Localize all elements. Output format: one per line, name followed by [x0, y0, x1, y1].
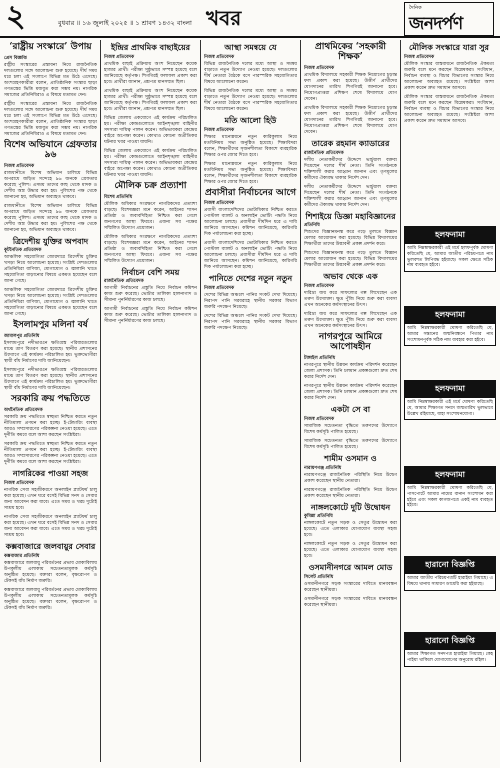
article-body-cont: নাগরিক সেবা সহজীকরণে অনলাইন প্ল্যাটফর্ম চালু করা হয়েছে। এখন ঘরে বসেই বিভিন্ন সনদ ও সেবার জন্য আবেদন করা যাবে। এতে সময় ও খরচ দুটোই সাশ্রয় হবে। [4, 515, 97, 539]
page-header [0, 0, 500, 38]
ad-text: আমার শিক্ষাগত সনদপত্র হারাইয়া গিয়াছে। কেহ পাইয়া থাকিলে যোগাযোগের অনুরোধ রহিল। [407, 652, 493, 663]
article-body-cont: মৌলিক সংস্কার বাস্তবায়নে রাজনৈতিক ঐকমত্য জরুরি বলে মনে করছেন বিশ্লেষকরা। সংবিধান, নির্বাচন ব্যবস্থা ও বিচার বিভাগের সংস্কার নিয়ে আলোচনা অব্যাহত রয়েছে। সংশ্লিষ্টরা আশা প্রকাশ করেন দ্রুত সমাধান আসবে। [404, 94, 494, 124]
article-byline: টাঙ্গাইল প্রতিনিধি [304, 355, 336, 361]
article [104, 182, 197, 265]
masthead-small: দৈনিক [409, 5, 422, 11]
article [304, 43, 397, 136]
article-byline: নিজস্ব প্রতিবেদক [204, 127, 235, 133]
article [304, 503, 397, 561]
article-body-cont: আঞ্চলিক সহযোগিতা জোরদারে ত্রিদেশীয় চুক্তির খসড়া নিয়ে আলোচনা হয়েছে। সংশ্লিষ্ট দেশগুলোর প্রতিনিধিরা বাণিজ্য, যোগাযোগ ও জ্বালানি খাতে সহযোগিতা বাড়ানোর বিষয়ে একমত হয়েছেন বলে জানা গেছে। [4, 288, 97, 318]
masthead-title: জনদর্পণ [409, 14, 463, 34]
article-byline: নিজস্ব প্রতিবেদক [204, 201, 235, 207]
article-body: আঞ্চলিক সহযোগিতা জোরদারে ত্রিদেশীয় চুক্তির খসড়া নিয়ে আলোচনা হয়েছে। সংশ্লিষ্ট দেশগুলোর প্রতিনিধিরা বাণিজ্য, যোগাযোগ ও জ্বালানি খাতে সহযোগিতা বাড়ানোর বিষয়ে একমত হয়েছেন বলে জানা গেছে। [4, 255, 97, 285]
column-2 [104, 40, 197, 764]
article [4, 321, 97, 392]
article-body: দেশের বিভিন্ন অঞ্চলে পানির সংকট দেখা দিয়েছে। নিরাপদ পানি সরবরাহে স্থানীয় সরকার বিভাগ জরুরি পদক্ষেপ নিয়েছে। [204, 293, 297, 311]
article-byline: রাজনৈতিক প্রতিবেদক [104, 279, 144, 285]
article-body-cont: দলীয় নেতাকর্মীদের উদ্দেশে ভার্চুয়াল বক্তব্য দিয়েছেন দলের শীর্ষ নেতা। তিনি সংগঠনকে শক্তিশালী করার আহ্বান জানান এবং তৃণমূলের কর্মীদের ঐক্যবদ্ধ থাকার নির্দেশ দেন। [304, 184, 397, 208]
article-byline: অর্থনৈতিক প্রতিবেদক [4, 408, 43, 414]
article-headline: কক্সবাজারে জলবায়ুর সেবার [5, 541, 96, 552]
article-byline: কক্সবাজার প্রতিনিধি [4, 553, 40, 559]
article-headline: তারেক রহমান ক্যাডারের [311, 137, 390, 148]
article-byline: নারায়ণগঞ্জ প্রতিনিধি [304, 465, 342, 471]
article-headline: সরকারি ক্রয় পদ্ধতিতে [11, 394, 90, 405]
article [104, 268, 197, 326]
section-title: খবর [206, 6, 242, 30]
article-body-cont: ওসমানীনগরে সড়ক সংস্কারের দাবিতে মানববন্ধন করেছেন স্থানীয়রা। [304, 597, 397, 609]
article-body: শিক্ষার মানোন্নয়নে নতুন কারিকুলাম নিয়ে মতবিনিময় সভা অনুষ্ঠিত হয়েছে। শিক্ষাবিদরা বলেন, শিক্ষার্থীদের সৃজনশীলতা বিকাশে ব্যবহারিক শিক্ষার ওপর জোর দিতে হবে। [204, 134, 297, 158]
classified-ad [404, 632, 496, 667]
article-body-cont: কক্সবাজারে জলবায়ু পরিবর্তনের প্রভাব মোকাবিলায় উপকূলীয় এলাকায় সচেতনতামূলক কর্মসূচি অনুষ্ঠিত হয়েছে। বক্তারা বলেন, বৃক্ষরোপণ ও টেকসই বাঁধ নির্মাণ জরুরি। [4, 587, 97, 611]
article [4, 237, 97, 319]
article-body-cont: মৌলিক অধিকার সংরক্ষণে নাগরিকদের প্রত্যাশা বাড়ছে। বিশেষজ্ঞরা মনে করেন, আইনের শাসন প্রতিষ্ঠা ও জবাবদিহিতা নিশ্চিত করা গেলে জনগণের আস্থা ফিরবে। এজন্য সব পক্ষের সম্মিলিত উদ্যোগ প্রয়োজন। [104, 234, 197, 264]
article-body-cont: রাজধানীতে বিশেষ অভিযান চালিয়ে বিভিন্ন অপরাধে জড়িত সন্দেহে ৯৬ জনকে গ্রেফতার করেছে পুলিশ। এসময় তাদের কাছ থেকে মাদক ও দেশীয় অস্ত্র উদ্ধার করা হয়। পুলিশের পক্ষ থেকে জানানো হয়, অভিযান অব্যাহত থাকবে। [4, 203, 97, 233]
article-byline: রাজনৈতিক প্রতিবেদক [304, 150, 344, 156]
article-byline: নিজস্ব প্রতিবেদক [204, 54, 235, 60]
article [304, 272, 397, 330]
article-body: নাগরিক সেবা সহজীকরণে অনলাইন প্ল্যাটফর্ম চালু করা হয়েছে। এখন ঘরে বসেই বিভিন্ন সনদ ও সেবার জন্য আবেদন করা যাবে। এতে সময় ও খরচ দুটোই সাশ্রয় হবে। [4, 488, 97, 512]
article-byline: নিজস্ব প্রতিবেদক [4, 163, 35, 169]
article-body: দলীয় নেতাকর্মীদের উদ্দেশে ভার্চুয়াল বক্তব্য দিয়েছেন দলের শীর্ষ নেতা। তিনি সংগঠনকে শক্তিশালী করার আহ্বান জানান এবং তৃণমূলের কর্মীদের ঐক্যবদ্ধ থাকার নির্দেশ দেন। [304, 157, 397, 181]
article-body: ইসলামপুরে নদীভাঙনে ক্ষতিগ্রস্ত পরিবারগুলোর মাঝে ত্রাণ বিতরণ করা হয়েছে। স্থানীয় প্রশাসনের উদ্যোগে এই কার্যক্রম পরিচালিত হয়। ভুক্তভোগীরা স্থায়ী বাঁধ নির্মাণের দাবি জানিয়েছেন। [4, 341, 97, 365]
article-byline: কুমিল্লা প্রতিনিধি [304, 514, 333, 520]
article-headline: ওসমানীনগরে আমল মোড [308, 562, 393, 573]
ad-heading: হলফনামা [405, 227, 495, 244]
article [4, 43, 97, 138]
article-headline: একটা সে বা [330, 403, 371, 414]
article-body-cont: প্রাথমিক বিদ্যালয়ে সহকারী শিক্ষক নিয়োগের চূড়ান্ত ফল প্রকাশ করা হয়েছে। উত্তীর্ণ প্রার্থীদের যোগদানের তারিখ শিগগিরই জানানো হবে। নিয়োগপ্রাপ্তরা প্রশিক্ষণ শেষে বিদ্যালয়ে যোগ দেবেন। [304, 105, 397, 135]
article-headline: বিশেষ অভিযানে গ্রেফতার ৯৬ [4, 139, 97, 160]
article-body: আগামী নির্বাচনের প্রস্তুতি নিয়ে নির্বাচন কমিশন কাজ শুরু করেছে। ভোটার তালিকা হালনাগাদ ও সীমানা পুনর্নির্ধারণের কাজ চলছে। [104, 286, 197, 304]
article-byline: জামালপুর প্রতিনিধি [4, 334, 40, 340]
article-body: বিভিন্ন জেলায় একযোগে এই কার্যক্রম পরিচালিত হয়। পরীক্ষা কেন্দ্রগুলোতে আইনশৃঙ্খলা বাহিনীর সদস্যরা দায়িত্ব পালন করেন। অভিভাবকরা কেন্দ্রের বাইরে অপেক্ষা করেন। কোথাও কোনো অপ্রীতিকর ঘটনার খবর পাওয়া যায়নি। [104, 115, 197, 145]
article-body: ওসমানীনগরে সড়ক সংস্কারের দাবিতে মানববন্ধন করেছেন স্থানীয়রা। [304, 582, 397, 594]
article [304, 454, 397, 500]
ad-heading: হলফনামা [405, 381, 495, 398]
article [304, 212, 397, 270]
article-byline: নিজস্ব প্রতিবেদক [204, 286, 235, 292]
article-headline: নাঙ্গলকোটে দুটি উদ্বোধন [310, 501, 391, 512]
article-headline: ত্রিদেশীয় যুক্তির অপবাদ [12, 235, 89, 246]
article-byline: নিজস্ব প্রতিবেদক [304, 65, 335, 71]
article-byline: নিজস্ব প্রতিবেদক [104, 54, 135, 60]
column-rule [200, 40, 201, 762]
column-4 [304, 40, 397, 764]
article-headline: মৌলিক সংস্কারে যারা সুর [409, 42, 489, 52]
classified-ad [404, 226, 496, 272]
article-body: নাঙ্গলকোটে নতুন সড়ক ও সেতুর উদ্বোধন করা হয়েছে। এতে এলাকার যোগাযোগ ব্যবস্থা সহজ হবে। [304, 521, 397, 539]
article [304, 563, 397, 609]
article [304, 405, 397, 451]
article-body: প্রাথমিক বাছাই প্রক্রিয়ায় অংশ নিয়েছেন কয়েক হাজার প্রার্থী। পরীক্ষা সুষ্ঠুভাবে সম্পন্ন হয়েছে বলে জানিয়েছে কর্তৃপক্ষ। শিগগিরই ফলাফল প্রকাশ করা হবে। প্রার্থীরা জানান, প্রশ্নপত্র মানসম্মত ছিল। [104, 61, 197, 85]
ad-heading: হারানো বিজ্ঞপ্তি [405, 633, 495, 650]
classified-ad [404, 556, 496, 591]
article-headline: পানিতে দেশের নতুন নতুন [208, 273, 293, 284]
article [4, 141, 97, 234]
article-headline: ইসলামপুর মলিনা বর্ষ [13, 320, 88, 331]
article-headline: ইন্দ্রির প্রাথমিক বাছাইয়ের [110, 42, 191, 52]
article-headline: মৌলিক চক্র প্রত্যাশা [114, 180, 187, 191]
article-body: প্রবাসী বাংলাদেশিদের ভোটাধিকার নিশ্চিত করতে পোস্টাল ব্যালট ও অনলাইন ভোটিং পদ্ধতি নিয়ে আলোচনা চলছে। প্রবাসীরা দীর্ঘদিন ধরে এ দাবি জানিয়ে আসছেন। কমিশন জানিয়েছে, কারিগরি দিক পর্যালোচনা করা হচ্ছে। [204, 208, 297, 238]
page-number: ২ [6, 0, 26, 34]
article-body-cont: ইসলামপুরে নদীভাঙনে ক্ষতিগ্রস্ত পরিবারগুলোর মাঝে ত্রাণ বিতরণ করা হয়েছে। স্থানীয় প্রশাসনের উদ্যোগে এই কার্যক্রম পরিচালিত হয়। ভুক্তভোগীরা স্থায়ী বাঁধ নির্মাণের দাবি জানিয়েছেন। [4, 368, 97, 392]
article-body-cont: সরকারি ক্রয় পদ্ধতিতে স্বচ্ছতা নিশ্চিত করতে নতুন নীতিমালা প্রণয়ন করা হচ্ছে। ই-টেন্ডারিং ব্যবস্থা আরও সম্প্রসারণের পরিকল্পনা নেওয়া হয়েছে। এতে দুর্নীতি কমবে বলে আশা করছেন সংশ্লিষ্টরা। [4, 442, 97, 466]
article-body-cont: দারিদ্র্য জয় করে সাফল্যের গল্প লিখেছেন এক তরুণ উদ্যোক্তা। ক্ষুদ্র পুঁজি নিয়ে শুরু করা ব্যবসা এখন অনেকের কর্মসংস্থানের উৎস। [304, 312, 397, 330]
article [204, 43, 297, 113]
article-headline: শিশাইয়ে ডিজ্ঞা মহাবিজ্ঞানের [305, 210, 396, 221]
ad-text: আমি নিম্নস্বাক্ষরকারী এই মর্মে হলফপূর্বক ঘোষণা করিতেছি যে, আমার জাতীয় পরিচয়পত্রে নাম ভুলবশত লিপিবদ্ধ হইয়াছে। সকল ক্ষেত্রে সঠিক নাম ব্যবহৃত হইবে। [407, 246, 493, 269]
article-body: প্রাথমিক বিদ্যালয়ে সহকারী শিক্ষক নিয়োগের চূড়ান্ত ফল প্রকাশ করা হয়েছে। উত্তীর্ণ প্রার্থীদের যোগদানের তারিখ শিগগিরই জানানো হবে। নিয়োগপ্রাপ্তরা প্রশিক্ষণ শেষে বিদ্যালয়ে যোগ দেবেন। [304, 72, 397, 102]
article-byline: সিলেট প্রতিনিধি [304, 575, 334, 581]
article-headline: মতি আলো হিউ [224, 114, 277, 125]
article-body-cont: আগামী নির্বাচনের প্রস্তুতি নিয়ে নির্বাচন কমিশন কাজ শুরু করেছে। ভোটার তালিকা হালনাগাদ ও সীমানা পুনর্নির্ধারণের কাজ চলছে। [104, 307, 197, 325]
masthead-logo [404, 2, 494, 36]
article-body-cont: রাষ্ট্রীয় সংস্কারের প্রস্তাবনা নিয়ে রাজনৈতিক দলগুলোর সঙ্গে আলোচনা শুরু হয়েছে। দীর্ঘ সময় ধরে চলা এই সংলাপে বিভিন্ন মত উঠে এসেছে। অংশগ্রহণকারীরা বলেন, প্রাতিষ্ঠানিক সংস্কার ছাড়া গণতন্ত্রের ভিত্তি মজবুত করা সম্ভব নয়। নাগরিক সমাজের প্রতিনিধিরাও এ বিষয়ে মতামত দেন। [4, 101, 97, 137]
ad-heading: হারানো বিজ্ঞপ্তি [405, 557, 495, 574]
article [204, 116, 297, 186]
column-rule [100, 40, 101, 762]
article-byline: কূটনৈতিক প্রতিবেদক [4, 248, 42, 254]
article [4, 469, 97, 539]
article-byline: বিশেষ প্রতিনিধি [104, 194, 133, 200]
article-body-cont: শিশুদের বিজ্ঞানমনস্ক করে গড়ে তুলতে বিজ্ঞান মেলার আয়োজন করা হয়েছে। বিভিন্ন বিদ্যালয়ের শিক্ষার্থীরা তাদের উদ্ভাবনী প্রকল্প প্রদর্শন করে। [304, 251, 397, 269]
article-headline: নির্বাচন বেশি সময় [121, 266, 180, 277]
article-byline: নিজস্ব প্রতিবেদক [404, 54, 435, 60]
article [104, 43, 197, 113]
article-body: রাষ্ট্রীয় সংস্কারের প্রস্তাবনা নিয়ে রাজনৈতিক দলগুলোর সঙ্গে আলোচনা শুরু হয়েছে। দীর্ঘ সময় ধরে চলা এই সংলাপে বিভিন্ন মত উঠে এসেছে। অংশগ্রহণকারীরা বলেন, প্রাতিষ্ঠানিক সংস্কার ছাড়া গণতন্ত্রের ভিত্তি মজবুত করা সম্ভব নয়। নাগরিক সমাজের প্রতিনিধিরাও এ বিষয়ে মতামত দেন। [4, 62, 97, 98]
article-body-cont: নাঙ্গলকোটে নতুন সড়ক ও সেতুর উদ্বোধন করা হয়েছে। এতে এলাকার যোগাযোগ ব্যবস্থা সহজ হবে। [304, 542, 397, 560]
article-body: নাগরপুরে স্থানীয় উন্নয়ন কার্যক্রম পরিদর্শন করেছেন জেলা প্রশাসক। তিনি চলমান প্রকল্পগুলো দ্রুত শেষ করার নির্দেশ দেন। [304, 362, 397, 380]
classified-ad [404, 466, 496, 512]
article-byline: প্রেস বিজ্ঞপ্তি [4, 55, 27, 61]
article-byline: নিজস্ব প্রতিবেদক [304, 284, 335, 290]
article [4, 395, 97, 466]
column-rule [300, 40, 301, 762]
article-body-cont: বিভিন্ন জেলায় একযোগে এই কার্যক্রম পরিচালিত হয়। পরীক্ষা কেন্দ্রগুলোতে আইনশৃঙ্খলা বাহিনীর সদস্যরা দায়িত্ব পালন করেন। অভিভাবকরা কেন্দ্রের বাইরে অপেক্ষা করেন। কোথাও কোনো অপ্রীতিকর ঘটনার খবর পাওয়া যায়নি। [104, 148, 197, 178]
article [404, 43, 494, 125]
article [104, 116, 197, 179]
article-byline: নিজস্ব প্রতিবেদক [304, 416, 335, 422]
article-headline: শামীম ওসমান ও [324, 452, 377, 463]
article-headline: প্রাথমিকের ‘সহকারী শিক্ষক’ [315, 42, 386, 62]
article-body: দারিদ্র্য জয় করে সাফল্যের গল্প লিখেছেন এক তরুণ উদ্যোক্তা। ক্ষুদ্র পুঁজি নিয়ে শুরু করা ব্যবসা এখন অনেকের কর্মসংস্থানের উৎস। [304, 291, 397, 309]
article-body: মৌলিক সংস্কার বাস্তবায়নে রাজনৈতিক ঐকমত্য জরুরি বলে মনে করছেন বিশ্লেষকরা। সংবিধান, নির্বাচন ব্যবস্থা ও বিচার বিভাগের সংস্কার নিয়ে আলোচনা অব্যাহত রয়েছে। সংশ্লিষ্টরা আশা প্রকাশ করেন দ্রুত সমাধান আসবে। [404, 61, 494, 91]
column-rule [400, 40, 401, 762]
article-body: মৌলিক অধিকার সংরক্ষণে নাগরিকদের প্রত্যাশা বাড়ছে। বিশেষজ্ঞরা মনে করেন, আইনের শাসন প্রতিষ্ঠা ও জবাবদিহিতা নিশ্চিত করা গেলে জনগণের আস্থা ফিরবে। এজন্য সব পক্ষের সম্মিলিত উদ্যোগ প্রয়োজন। [104, 201, 197, 231]
article-body: শিশুদের বিজ্ঞানমনস্ক করে গড়ে তুলতে বিজ্ঞান মেলার আয়োজন করা হয়েছে। বিভিন্ন বিদ্যালয়ের শিক্ষার্থীরা তাদের উদ্ভাবনী প্রকল্প প্রদর্শন করে। [304, 230, 397, 248]
article-body: নারায়ণগঞ্জে রাজনৈতিক পরিস্থিতি নিয়ে উদ্বেগ প্রকাশ করেছেন স্থানীয় নেতারা। [304, 472, 397, 484]
article-headline: অভাব থেকে এক [323, 271, 378, 282]
article-body-cont: বিভিন্ন রাজনৈতিক দলের মধ্যে আস্থা ও সমন্বয় বাড়াতে নতুন উদ্যোগ নেওয়া হয়েছে। দলগুলোর শীর্ষ নেতারা বৈঠকে বসে পারস্পরিক সহযোগিতার বিষয়ে আলোচনা করেন। [204, 88, 297, 112]
classified-ad [404, 306, 496, 346]
ad-text: আমি নিম্নস্বাক্ষরকারী ঘোষণা করিতেছি যে, পাসপোর্টে আমার নামের বানান সংশোধন করা হইবে এবং সকল কাগজপত্রে একই নাম ব্যবহৃত হইবে। [407, 486, 493, 509]
article-body-cont: প্রবাসী বাংলাদেশিদের ভোটাধিকার নিশ্চিত করতে পোস্টাল ব্যালট ও অনলাইন ভোটিং পদ্ধতি নিয়ে আলোচনা চলছে। প্রবাসীরা দীর্ঘদিন ধরে এ দাবি জানিয়ে আসছেন। কমিশন জানিয়েছে, কারিগরি দিক পর্যালোচনা করা হচ্ছে। [204, 241, 297, 271]
article [4, 542, 97, 612]
article-body-cont: সামাজিক সচেতনতা বৃদ্ধিতে তরুণদের উদ্যোগে বিশেষ কর্মসূচি পালিত হয়েছে। [304, 438, 397, 450]
ad-heading: হলফনামা [405, 467, 495, 484]
ad-heading: হলফনামা [405, 307, 495, 324]
article-headline: ‘রাষ্ট্রীয় সংস্কারে’ উপায় [9, 42, 92, 52]
article-body-cont: দেশের বিভিন্ন অঞ্চলে পানির সংকট দেখা দিয়েছে। নিরাপদ পানি সরবরাহে স্থানীয় সরকার বিভাগ জরুরি পদক্ষেপ নিয়েছে। [204, 314, 297, 332]
ad-text: আমার জাতীয় পরিচয়পত্রটি হারাইয়া গিয়াছে। এ বিষয়ে থানায় সাধারণ ডায়েরি করা হইয়াছে। [407, 576, 493, 587]
column-1 [4, 40, 97, 764]
ad-text: আমি নিম্নস্বাক্ষরকারী ঘোষণা করিতেছি যে, আমার সন্তানের জন্মনিবন্ধনে পিতার নাম সংশোধনপূর্বক সঠিক নাম ব্যবহার করা হইবে। [407, 326, 493, 343]
article-headline: আস্থা সমন্বয়ে যে [224, 42, 277, 52]
article-headline: নাগরিকের পাওয়া সহজ [12, 468, 89, 479]
article-body: বিভিন্ন রাজনৈতিক দলের মধ্যে আস্থা ও সমন্বয় বাড়াতে নতুন উদ্যোগ নেওয়া হয়েছে। দলগুলোর শীর্ষ নেতারা বৈঠকে বসে পারস্পরিক সহযোগিতার বিষয়ে আলোচনা করেন। [204, 61, 297, 85]
column-5 [404, 40, 494, 220]
article-body-cont: নাগরপুরে স্থানীয় উন্নয়ন কার্যক্রম পরিদর্শন করেছেন জেলা প্রশাসক। তিনি চলমান প্রকল্পগুলো দ্রুত শেষ করার নির্দেশ দেন। [304, 383, 397, 401]
article [204, 274, 297, 332]
article-byline: নিজস্ব প্রতিবেদক [4, 481, 35, 487]
article [304, 139, 397, 209]
article-headline: নাগরপুরে আমিরে আপোষহীন [318, 332, 383, 353]
article-body-cont: নারায়ণগঞ্জে রাজনৈতিক পরিস্থিতি নিয়ে উদ্বেগ প্রকাশ করেছেন স্থানীয় নেতারা। [304, 487, 397, 499]
date-line: বুধবার ॥ ১৬ জুলাই ২০২৫ ॥ ১ শ্রাবণ ১৪৩২ বাংলা [58, 19, 192, 27]
article-body: রাজধানীতে বিশেষ অভিযান চালিয়ে বিভিন্ন অপরাধে জড়িত সন্দেহে ৯৬ জনকে গ্রেফতার করেছে পুলিশ। এসময় তাদের কাছ থেকে মাদক ও দেশীয় অস্ত্র উদ্ধার করা হয়। পুলিশের পক্ষ থেকে জানানো হয়, অভিযান অব্যাহত থাকবে। [4, 170, 97, 200]
article-body-cont: প্রাথমিক বাছাই প্রক্রিয়ায় অংশ নিয়েছেন কয়েক হাজার প্রার্থী। পরীক্ষা সুষ্ঠুভাবে সম্পন্ন হয়েছে বলে জানিয়েছে কর্তৃপক্ষ। শিগগিরই ফলাফল প্রকাশ করা হবে। প্রার্থীরা জানান, প্রশ্নপত্র মানসম্মত ছিল। [104, 88, 197, 112]
classified-ad [404, 380, 496, 420]
article-body: কক্সবাজারে জলবায়ু পরিবর্তনের প্রভাব মোকাবিলায় উপকূলীয় এলাকায় সচেতনতামূলক কর্মসূচি অনুষ্ঠিত হয়েছে। বক্তারা বলেন, বৃক্ষরোপণ ও টেকসই বাঁধ নির্মাণ জরুরি। [4, 560, 97, 584]
article-body: সরকারি ক্রয় পদ্ধতিতে স্বচ্ছতা নিশ্চিত করতে নতুন নীতিমালা প্রণয়ন করা হচ্ছে। ই-টেন্ডারিং ব্যবস্থা আরও সম্প্রসারণের পরিকল্পনা নেওয়া হয়েছে। এতে দুর্নীতি কমবে বলে আশা করছেন সংশ্লিষ্টরা। [4, 415, 97, 439]
article-body: সামাজিক সচেতনতা বৃদ্ধিতে তরুণদের উদ্যোগে বিশেষ কর্মসূচি পালিত হয়েছে। [304, 423, 397, 435]
column-3 [204, 40, 297, 764]
article [204, 189, 297, 272]
article [304, 333, 397, 402]
article-headline: প্রবাসীরা নির্বাচনের আগে [204, 187, 297, 198]
article-body-cont: শিক্ষার মানোন্নয়নে নতুন কারিকুলাম নিয়ে মতবিনিময় সভা অনুষ্ঠিত হয়েছে। শিক্ষাবিদরা বলেন, শিক্ষার্থীদের সৃজনশীলতা বিকাশে ব্যবহারিক শিক্ষার ওপর জোর দিতে হবে। [204, 161, 297, 185]
article-byline: প্রতিনিধি [304, 223, 320, 229]
ad-text: আমি নিম্নস্বাক্ষরকারী এই মর্মে ঘোষণা করিতেছি যে, আমার শিক্ষাগত সনদে জন্মতারিখ ভুলভাবে উল্লেখ রহিয়াছে, যাহা সংশোধনযোগ্য। [407, 400, 493, 417]
